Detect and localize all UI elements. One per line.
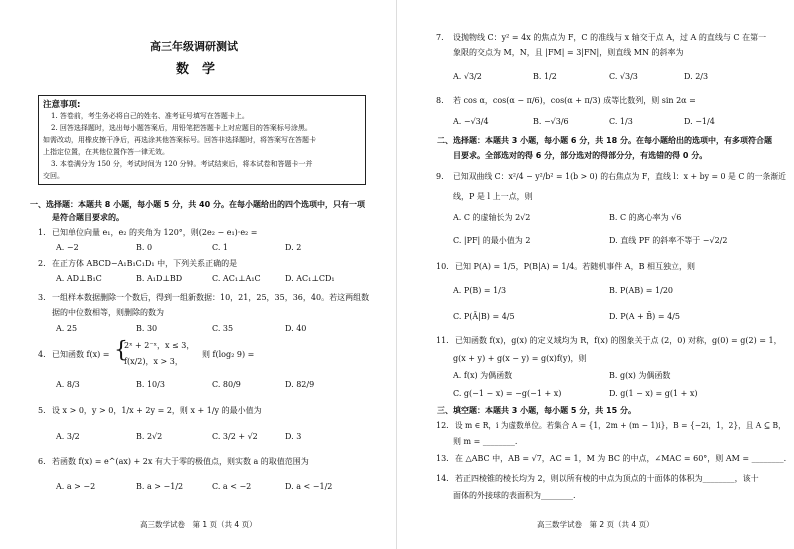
option-b: B. 0	[136, 243, 153, 252]
question-text-cont: 则 m = ________.	[453, 437, 518, 446]
notice-line: 交回。	[43, 172, 64, 180]
piecewise-case-2: f(x/2)，x > 3，	[124, 357, 183, 366]
option-a: A. f(x) 为偶函数	[453, 371, 513, 380]
option-b: B. 10/3	[136, 380, 165, 389]
question-number: 8.	[436, 96, 444, 105]
right-page	[397, 0, 794, 549]
question-text: 已知单位向量 e₁，e₂ 的夹角为 120°，则(2e₂ − e₁)·e₂ =	[52, 228, 258, 237]
option-a: A. √3/2	[453, 72, 482, 81]
section2-heading: 二、选择题：本题共 3 小题，每小题 6 分，共 18 分。在每小题给出的选项中，有多项符合题	[437, 136, 772, 145]
section1-heading: 一、选择题：本题共 8 小题，每小题 5 分，共 40 分。在每小题给出的四个选项中，只有一项	[30, 200, 365, 209]
question-text-cont: 面体的外接球的表面积为________.	[453, 491, 576, 500]
section2-heading-cont: 目要求。全部选对的得 6 分，部分选对的得部分分，有选错的得 0 分。	[453, 151, 708, 160]
question-text: 若函数 f(x) = e^(ax) + 2x 有大于零的极值点，则实数 a 的取值范围为	[52, 457, 309, 466]
question-text: 在 △ABC 中，AB = √7，AC = 1，M 为 BC 的中点，∠MAC = 60°，则 AM = ________.	[455, 454, 787, 463]
option-b: B. −√3/6	[533, 117, 569, 126]
option-d: D. 2/3	[684, 72, 709, 81]
page-footer: 高三数学试卷 第 1 页（共 4 页）	[140, 520, 257, 529]
option-a: A. P(B) = 1/3	[453, 286, 507, 295]
option-c: C. √3/3	[609, 72, 638, 81]
question-number: 6.	[38, 457, 46, 466]
question-number: 3.	[38, 293, 46, 302]
option-d: D. 2	[285, 243, 302, 252]
option-c: C. P(Ā|B) = 4/5	[453, 312, 515, 321]
notice-line: 2. 回答选择题时，选出每小题答案后，用铅笔把答题卡上对应题目的答案标号涂黑。	[51, 124, 312, 132]
option-a: A. 25	[56, 324, 78, 333]
option-c: C. 80/9	[212, 380, 241, 389]
question-text: 若 cos α，cos(α − π/6)，cos(α + π/3) 成等比数列，则 sin 2α =	[453, 96, 696, 105]
option-b: B. P(AB) = 1/20	[609, 286, 673, 295]
question-number: 1.	[38, 228, 46, 237]
question-text: 已知函数 f(x) =	[52, 350, 110, 359]
question-text: 已知双曲线 C：x²/4 − y²/b² = 1(b > 0) 的右焦点为 F，直线 l：x + by = 0 是 C 的一条渐近	[453, 172, 786, 181]
question-text-cont: 象限的交点为 M，N，且 |FM| = 3|FN|，则直线 MN 的斜率为	[453, 48, 684, 57]
question-number: 4.	[38, 350, 46, 359]
question-number: 9.	[436, 172, 444, 181]
brace-icon: {	[114, 338, 128, 363]
option-a: A. AD⊥B₁C	[56, 274, 102, 283]
option-b: B. 30	[136, 324, 158, 333]
option-c: C. 1	[212, 243, 229, 252]
question-number: 13.	[436, 454, 449, 463]
option-d: D. AC₁⊥CD₁	[285, 274, 335, 283]
subject-title: 数 学	[176, 62, 216, 77]
option-d: D. g(1 − x) = g(1 + x)	[609, 389, 698, 398]
option-b: B. C 的离心率为 √6	[609, 213, 682, 222]
question-text: 一组样本数据删除一个数后，得到一组新数据：10，21，25，35，36，40。若这两组数	[52, 293, 370, 302]
notice-line: 上指定位置，在其他位置作答一律无效。	[43, 148, 169, 156]
section3-heading: 三、填空题：本题共 3 小题，每小题 5 分，共 15 分。	[437, 406, 636, 415]
notice-line: 如需改动，用橡皮擦干净后，再选涂其他答案标号。回答非选择题时，将答案写在答题卡	[43, 136, 316, 144]
page-footer: 高三数学试卷 第 2 页（共 4 页）	[537, 520, 654, 529]
option-b: B. a > −1/2	[136, 482, 184, 491]
question-text-cont: 据的中位数相等，则删除的数为	[52, 308, 164, 317]
question-text: 若正四棱锥的棱长均为 2，则以所有棱的中点为顶点的十面体的体积为________，该十	[455, 474, 759, 483]
option-b: B. A₁D⊥BD	[136, 274, 183, 283]
notice-box	[38, 95, 366, 185]
question-text: 已知 P(A) = 1/5，P(B|A) = 1/4。若随机事件 A，B 相互独立，则	[455, 262, 695, 271]
option-b: B. g(x) 为偶函数	[609, 371, 671, 380]
option-d: D. 82/9	[285, 380, 315, 389]
option-c: C. 35	[212, 324, 234, 333]
question-number: 5.	[38, 406, 46, 415]
option-a: A. a > −2	[56, 482, 96, 491]
option-d: D. 直线 PF 的斜率不等于 −√2/2	[609, 236, 728, 245]
notice-title: 注意事项:	[43, 100, 81, 110]
option-c: C. a < −2	[212, 482, 252, 491]
question-text-cont: g(x + y) + g(x − y) = g(x)f(y)，则	[453, 354, 587, 363]
option-c: C. |PF| 的最小值为 2	[453, 236, 531, 245]
option-c: C. AC₁⊥A₁C	[212, 274, 261, 283]
exam-title: 高三年级调研测试	[150, 40, 238, 53]
section1-heading-cont: 是符合题目要求的。	[52, 213, 124, 222]
question-text: 设抛物线 C：y² = 4x 的焦点为 F，C 的准线与 x 轴交于点 A，过 A 的直线与 C 在第一	[453, 33, 767, 42]
option-d: D. 40	[285, 324, 307, 333]
question-number: 14.	[436, 474, 449, 483]
option-d: D. −1/4	[684, 117, 715, 126]
question-number: 2.	[38, 259, 46, 268]
option-d: D. a < −1/2	[285, 482, 333, 491]
question-number: 10.	[436, 262, 449, 271]
notice-line: 3. 本卷满分为 150 分，考试时间为 120 分钟。考试结束后，将本试卷和答题卡一并	[51, 160, 313, 168]
question-text: 已知函数 f(x)，g(x) 的定义域均为 R，f(x) 的图象关于点 (2，0) 对称，g(0) = g(2) = 1，	[455, 336, 782, 345]
option-a: A. 3/2	[56, 432, 80, 441]
notice-line: 1. 答卷前，考生务必将自己的姓名、准考证号填写在答题卡上。	[51, 112, 249, 120]
option-a: A. C 的虚轴长为 2√2	[453, 213, 531, 222]
question-text-tail: 则 f(log₂ 9) =	[202, 350, 255, 359]
question-number: 7.	[436, 33, 444, 42]
question-text: 设 m ∈ R，i 为虚数单位。若集合 A = {1，2m + (m − 1)i}，B = {−2i，1，2}，且 A ⊆ B，	[455, 421, 786, 430]
question-text: 在正方体 ABCD−A₁B₁C₁D₁ 中，下列关系正确的是	[52, 259, 238, 268]
question-number: 12.	[436, 421, 449, 430]
option-b: B. 2√2	[136, 432, 163, 441]
option-a: A. −2	[56, 243, 79, 252]
option-c: C. 3/2 + √2	[212, 432, 258, 441]
option-b: B. 1/2	[533, 72, 557, 81]
question-number: 11.	[436, 336, 449, 345]
piecewise-case-1: 2ˣ + 2⁻ˣ，x ≤ 3，	[124, 341, 195, 350]
question-text-cont: 线，P 是 l 上一点，则	[453, 192, 533, 201]
option-c: C. 1/3	[609, 117, 633, 126]
option-a: A. −√3/4	[453, 117, 489, 126]
question-text: 设 x > 0，y > 0，1/x + 2y = 2，则 x + 1/y 的最小值为	[52, 406, 262, 415]
option-d: D. P(A + B̄) = 4/5	[609, 312, 680, 321]
option-c: C. g(−1 − x) = −g(−1 + x)	[453, 389, 562, 398]
option-d: D. 3	[285, 432, 302, 441]
option-a: A. 8/3	[56, 380, 80, 389]
